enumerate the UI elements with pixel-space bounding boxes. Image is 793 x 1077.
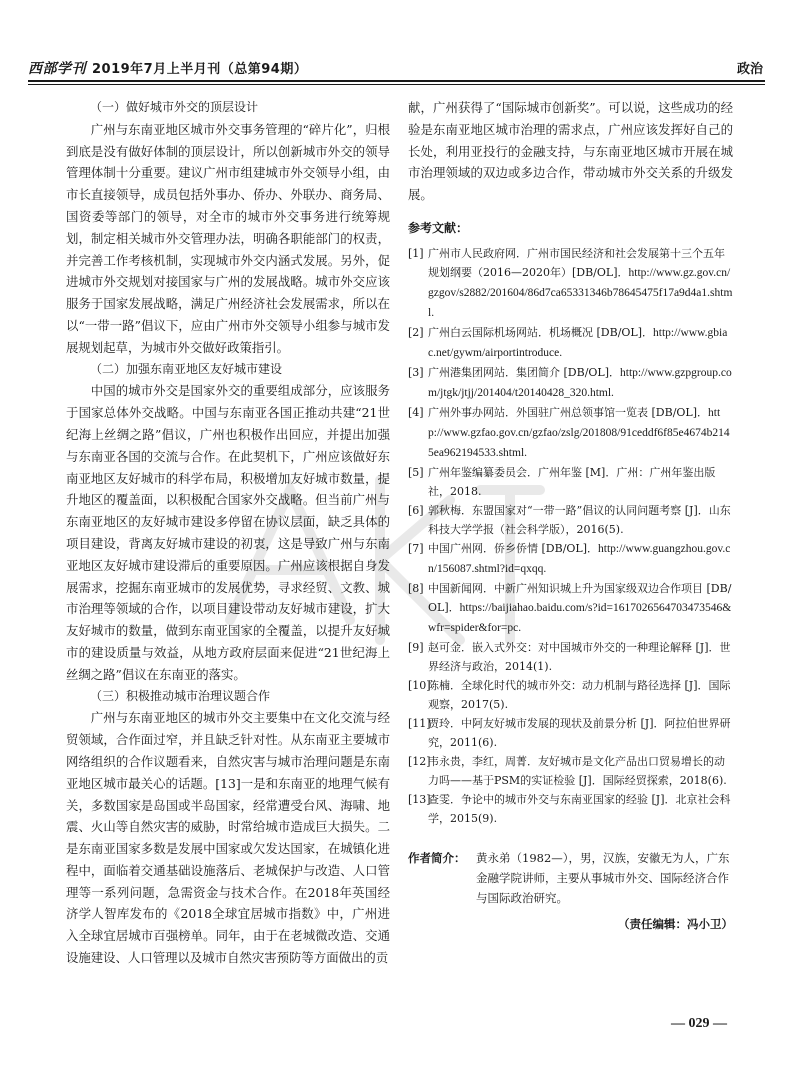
reference-item bbox=[408, 676, 733, 714]
paragraph-1: 广州与东南亚地区城市外交事务管理的“碎片化”，归根到底是没有做好体制的顶层设计，所以创新城市外交的领导管理体制十分重要。建议广州市组建城市外交领导小组，由市长直接领导，成员包括外事办、侨办、外联办、商务局、国资委等部门的领导，对全市的城市外交事务进行统筹规划，制定相关城市外交管理办法，明确各职能部门的权责，并完善工作考核机制，实现城市外交内涵式发展。另外，促进城市外交规划对接国家与广州的发展战略。城市外交应该服务于国家发展战略，满足广州经济社会发展需求，所以在以“一带一路”倡议下，应由广州市外交领导小组参与城市发展规划起草，为城市外交做好政策指引。 bbox=[66, 121, 390, 355]
reference-text: 韦永贵，李红，周菁．友好城市是文化产品出口贸易增长的动力吗——基于PSM的实证检验 [J]．国际经贸探索，2018(6). bbox=[428, 754, 727, 787]
reference-item bbox=[408, 463, 733, 501]
reference-number: [12] bbox=[408, 754, 431, 768]
reference-text: 赵可金．嵌入式外交：对中国城市外交的一种理论解释 [J]．世界经济与政治，2014(1). bbox=[428, 640, 731, 673]
reference-text: 中国广州网．侨乡侨情 [DB/OL]． bbox=[428, 541, 599, 555]
section-label: 政治 bbox=[736, 62, 763, 77]
reference-text: 广州外事办网站．外国驻广州总领事馆一览表 [DB/OL]． bbox=[428, 405, 709, 419]
reference-url[interactable]: http://www.gzfao.gov.cn/gzfao/zslg/201808/91ceddf6f85e4674b2145ea962194533.shtml. bbox=[428, 406, 730, 459]
reference-item bbox=[408, 403, 733, 463]
reference-list bbox=[408, 244, 733, 828]
reference-number: [9] bbox=[408, 640, 424, 654]
reference-text: 陈楠．全球化时代的城市外交：动力机制与路径选择 [J]．国际观察，2017(5). bbox=[428, 678, 731, 711]
author-bio bbox=[408, 848, 733, 908]
reference-item bbox=[408, 363, 733, 403]
header-rule bbox=[28, 80, 765, 82]
reference-item bbox=[408, 244, 733, 323]
reference-number: [11] bbox=[408, 716, 431, 730]
reference-number: [7] bbox=[408, 541, 424, 555]
reference-text: 郭秋梅．东盟国家对“一带一路”倡议的认同问题考察 [J]．山东科技大学学报（社会科学版），2016(5). bbox=[428, 503, 731, 536]
paragraph-2: 中国的城市外交是国家外交的重要组成部分，应该服务于国家总体外交战略。中国与东南亚各国正推动共建“21世纪海上丝绸之路”倡议，广州也积极作出回应，并提出加强与东南亚各国的交流与合作。在此契机下，广州应该做好东南亚地区友好城市的科学布局，积极增加友好城市数量，提升地区的覆盖面，以积极配合国家外交战略。但当前广州与东南亚地区的友好城市建设多停留在协议层面，缺乏具体的项目建设，背离友好城市建设的初衷，这是导致广州与东南亚地区友好城市建设滞后的重要原因。广州应该根据自身发展需求，挖掘东南亚城市的发展优势，寻求经贸、文教、城市治理等领域的合作，以项目建设带动友好城市建设，扩大友好城市的数量，做到东南亚国家的全覆盖，以提升友好城市的建设质量与效益，从地方政府层面来促进“21世纪海上丝绸之路”倡议在东南亚的落实。 bbox=[66, 383, 390, 682]
page-number: — 029 — bbox=[671, 1016, 727, 1031]
reference-url[interactable]: http://www.gz.gov.cn/gzgov/s2882/201604/86d7ca65331346b78645475f17a9d4a1.shtml. bbox=[428, 266, 733, 319]
reference-number: [13] bbox=[408, 792, 431, 806]
header-rule-thin bbox=[28, 84, 765, 85]
reference-number: [8] bbox=[408, 581, 424, 595]
reference-item bbox=[408, 714, 733, 752]
reference-url[interactable]: http://www.gzpgroup.com/jtgk/jtjj/201404/t20140428_320.html. bbox=[428, 366, 732, 399]
reference-text: 广州市人民政府网．广州市国民经济和社会发展第十三个五年规划纲要（2016—2020年）[DB/OL]． bbox=[428, 246, 725, 279]
references-title: 参考文献： bbox=[408, 220, 469, 235]
reference-text: 广州港集团网站．集团简介 [DB/OL]． bbox=[428, 365, 621, 379]
reference-item bbox=[408, 790, 733, 828]
author-text: 黄永弟（1982—），男，汉族，安徽无为人，广东金融学院讲师，主要从事城市外交、国际经济合作与国际政治研究。 bbox=[476, 850, 730, 905]
reference-url[interactable]: http://www.gbiac.net/gywm/airportintroduce. bbox=[428, 326, 728, 359]
reference-text: 广州年鉴编纂委员会．广州年鉴 [M]．广州：广州年鉴出版社，2018. bbox=[428, 465, 716, 498]
journal-issue: 2019年7月上半月刊（总第94期） bbox=[92, 62, 308, 77]
reference-text: 贾玲．中阿友好城市发展的现状及前景分析 [J]．阿拉伯世界研究，2011(6). bbox=[428, 716, 731, 749]
reference-item bbox=[408, 579, 733, 638]
reference-number: [5] bbox=[408, 465, 424, 479]
reference-number: [10] bbox=[408, 678, 431, 692]
reference-text: 广州白云国际机场网站．机场概况 [DB/OL]． bbox=[428, 325, 654, 339]
subsection-heading-3: （三）积极推动城市治理议题合作 bbox=[90, 688, 271, 703]
reference-url[interactable]: https://baijiahao.baidu.com/s?id=1617026564703473546&wfr=spider&for=pc. bbox=[428, 601, 732, 634]
reference-number: [4] bbox=[408, 405, 424, 419]
journal-name: 西部学刊 bbox=[28, 61, 86, 77]
reference-item bbox=[408, 752, 733, 790]
subsection-heading-2: （二）加强东南亚地区友好城市建设 bbox=[90, 361, 283, 376]
left-column bbox=[66, 97, 390, 969]
editor-credit: （责任编辑：冯小卫） bbox=[618, 916, 733, 931]
paragraph-continued: 献，广州获得了“国际城市创新奖”。可以说，这些成功的经验是东南亚地区城市治理的需求点，广州应该发挥好自己的长处，利用亚投行的金融支持，与东南亚地区城市开展在城市治理领域的双边或多边合作，带动城市外交关系的升级发展。 bbox=[408, 100, 733, 203]
reference-text: 查雯．争论中的城市外交与东南亚国家的经验 [J]．北京社会科学，2015(9). bbox=[428, 792, 731, 825]
reference-text: 中国新闻网．中新广州知识城上升为国家级双边合作项目 [DB/OL]． bbox=[428, 581, 732, 614]
reference-item bbox=[408, 501, 733, 539]
reference-number: [6] bbox=[408, 503, 424, 517]
reference-item bbox=[408, 638, 733, 676]
journal-title bbox=[28, 58, 307, 78]
reference-item bbox=[408, 323, 733, 363]
reference-number: [1] bbox=[408, 246, 424, 260]
paragraph-3: 广州与东南亚地区的城市外交主要集中在文化交流与经贸领域，合作面过窄，并且缺乏针对性。从东南亚主要城市网络组织的合作议题看来，自然灾害与城市治理问题是东南亚地区城市最关心的话题。[13]一是和东南亚的地理气候有关，多数国家是岛国或半岛国家，经常遭受台风、海啸、地震、火山等自然灾害的威胁，时常给城市造成巨大损失。二是东南亚国家多数是发展中国家或欠发达国家，在城镇化进程中，面临着交通基础设施落后、老城保护与改造、人口管理等一系列问题，急需资金与技术合作。在2018年英国经济学人智库发布的《2018全球宜居城市指数》中，广州进入全球宜居城市百强榜单。同年，由于在老城微改造、交通设施建设、人口管理以及城市自然灾害预防等方面做出的贡 bbox=[66, 710, 390, 966]
reference-number: [2] bbox=[408, 325, 424, 339]
reference-url[interactable]: http://www.guangzhou.gov.cn/156087.shtml?id=qxqq. bbox=[428, 542, 731, 575]
reference-number: [3] bbox=[408, 365, 424, 379]
reference-item bbox=[408, 539, 733, 579]
subsection-heading-1: （一）做好城市外交的顶层设计 bbox=[90, 100, 259, 114]
right-column bbox=[408, 97, 733, 936]
running-header bbox=[28, 58, 765, 80]
author-label: 作者简介： bbox=[408, 850, 466, 865]
